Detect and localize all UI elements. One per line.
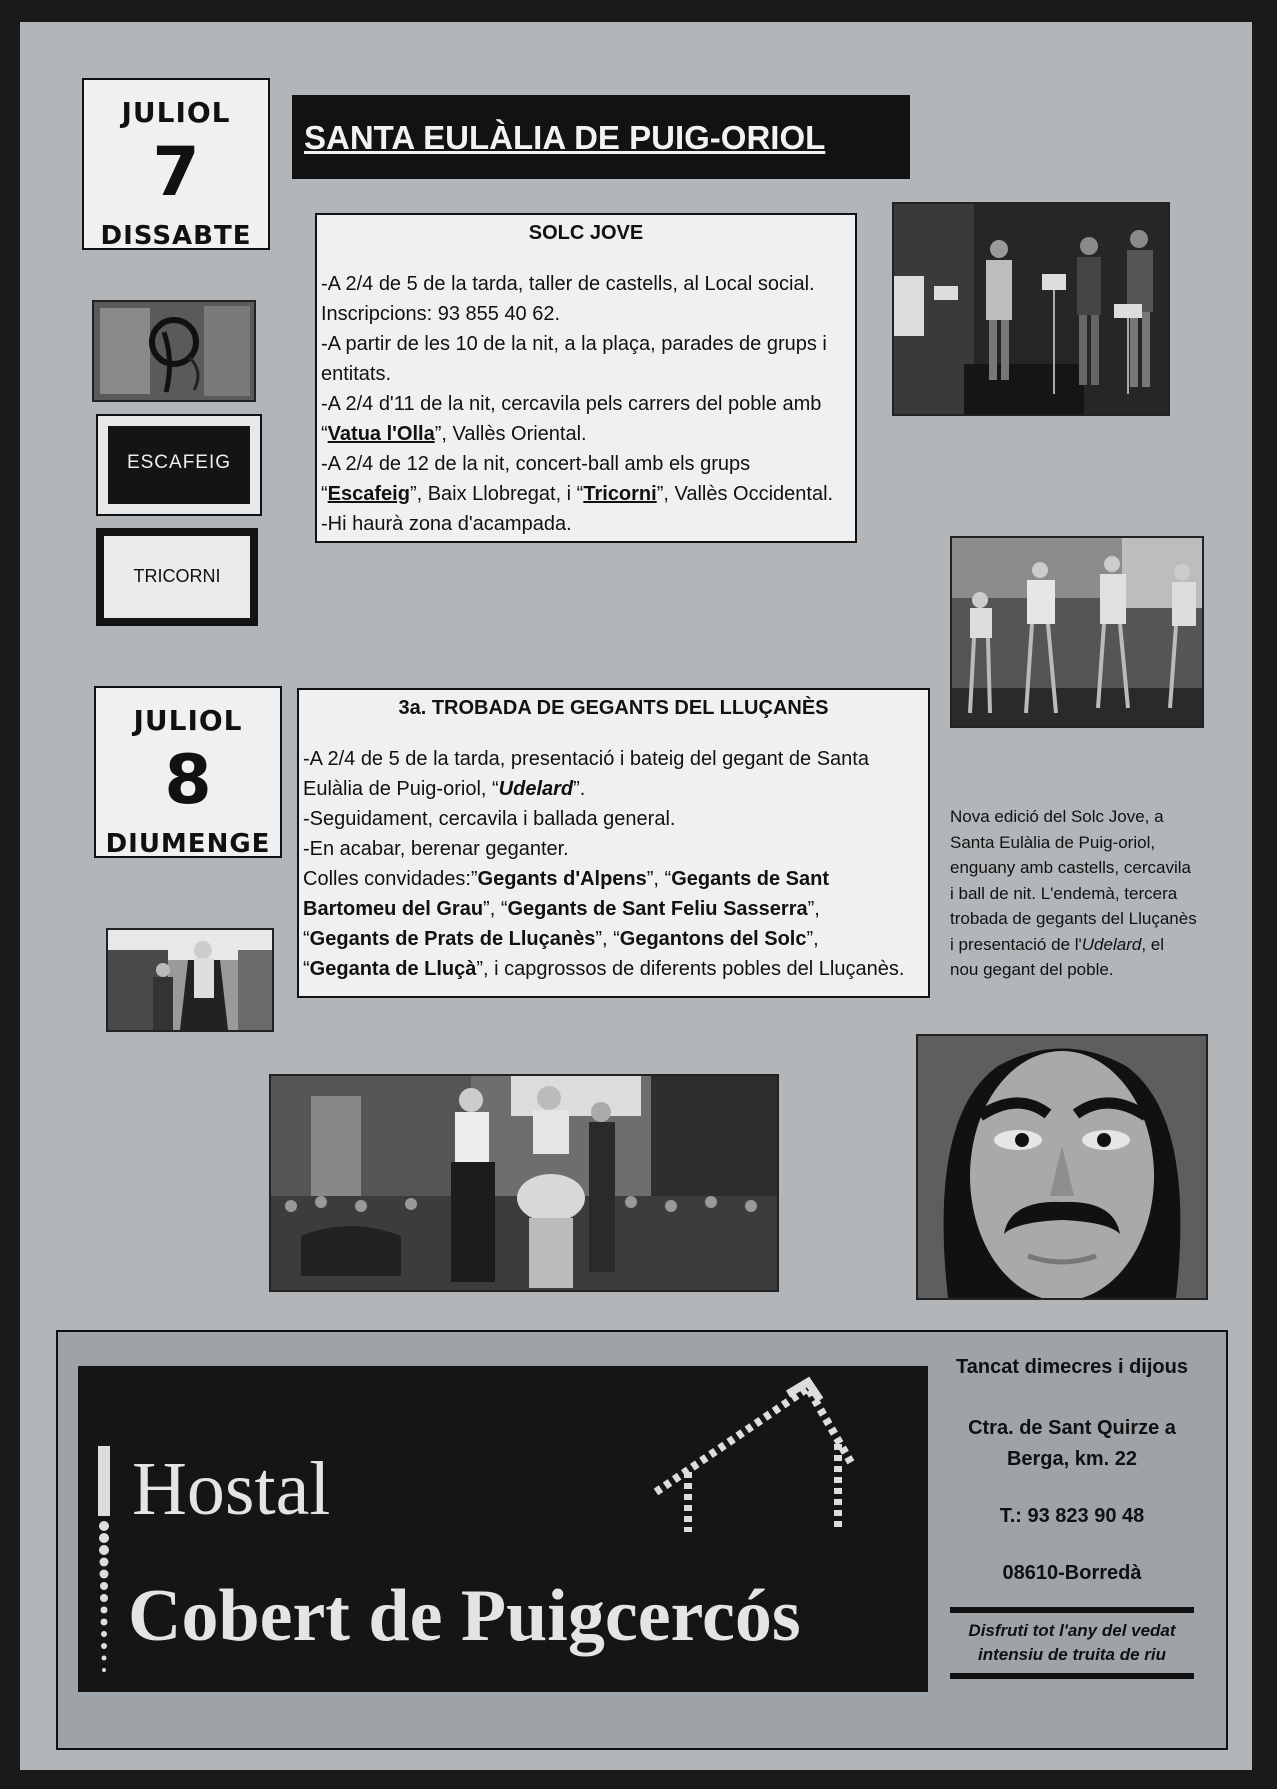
trobada-line xyxy=(303,894,924,924)
trobada-line xyxy=(303,924,924,954)
escafeig-logo xyxy=(96,414,262,516)
house-roof-icon xyxy=(648,1374,858,1534)
giant-name: Udelard xyxy=(498,778,574,800)
divider xyxy=(950,1673,1194,1679)
date-month: JULIOL xyxy=(133,704,243,737)
trobada-line-part: ”, i capgrossos de diferents pobles del Lluçanès. xyxy=(476,958,905,980)
trobada-line-part: Colles convidades:” xyxy=(303,868,478,890)
trobada-line-part: “ xyxy=(303,928,310,950)
hostal-name-line1: Hostal xyxy=(132,1447,331,1531)
solc-line: -A partir de les 10 de la nit, a la plaça, parades de grups i xyxy=(321,333,827,355)
date-month: JULIOL xyxy=(121,96,231,129)
trobada-line: -A 2/4 de 5 de la tarda, presentació i bateig del gegant de Santa xyxy=(303,748,869,770)
address-line1: Ctra. de Sant Quirze a xyxy=(968,1417,1176,1439)
slogan-line1: Disfruti tot l'any del vedat xyxy=(968,1621,1176,1640)
hostal-logo-panel xyxy=(78,1366,928,1692)
caption-line: i ball de nit. L'endemà, tercera xyxy=(950,883,1178,903)
colla-name: Geganta de Lluçà xyxy=(309,958,477,980)
date-weekday: DIUMENGE xyxy=(105,829,271,859)
date-box-saturday xyxy=(82,78,270,250)
giant-face-art xyxy=(918,1036,1206,1298)
solc-line: -A 2/4 de 12 de la nit, concert-ball amb els grups xyxy=(321,453,751,475)
people-photo-art xyxy=(952,538,1202,726)
caption-line: trobada de gegants del Lluçanès xyxy=(950,909,1197,928)
caption-line xyxy=(950,932,1220,958)
postal-code: 08610-Borredà xyxy=(1002,1562,1142,1584)
date-day: 7 xyxy=(152,133,200,212)
dotted-bar-icon xyxy=(96,1446,112,1676)
colla-name: Bartomeu del Grau xyxy=(303,898,484,920)
solc-line: -A 2/4 d'11 de la nit, cercavila pels carrers del poble amb xyxy=(321,393,822,415)
vatua-lolla-logo xyxy=(92,300,256,402)
band-concert-photo xyxy=(892,202,1170,416)
hostal-advertisement xyxy=(56,1330,1228,1750)
tricorni-logo xyxy=(96,528,258,626)
trobada-line xyxy=(303,954,924,984)
solc-line xyxy=(321,419,851,449)
group-name-escafeig: Escafeig xyxy=(327,483,410,505)
date-box-sunday xyxy=(94,686,282,858)
address-line2: Berga, km. 22 xyxy=(1006,1448,1138,1470)
giant-small-photo xyxy=(106,928,274,1032)
solc-line-rest: ”, Vallès Oriental. xyxy=(434,423,587,445)
group-name-vatua: Vatua l'Olla xyxy=(327,423,435,445)
parade-photo-art xyxy=(271,1076,777,1290)
date-day: 8 xyxy=(164,741,212,820)
escafeig-logo-panel xyxy=(108,426,250,504)
caption-giant-name: Udelard xyxy=(1081,934,1142,954)
hostal-name-line2: Cobert de Puigcercós xyxy=(128,1575,801,1657)
solc-line: -A 2/4 de 5 de la tarda, taller de castells, al Local social. xyxy=(321,273,815,295)
trobada-line xyxy=(303,774,924,804)
opening-hours: Tancat dimecres i dijous xyxy=(956,1356,1188,1378)
page-title-text: SANTA EULÀLIA DE PUIG-ORIOL xyxy=(304,119,826,156)
phone-number: T.: 93 823 90 48 xyxy=(999,1505,1145,1527)
trobada-line-part: ”, xyxy=(807,898,820,920)
trobada-line-part: ”, “ xyxy=(646,868,672,890)
trobada-line-part: ”, “ xyxy=(483,898,508,920)
caption-line: enguany amb castells, cercavila xyxy=(950,858,1191,877)
solc-line-rest: ”, Vallès Occidental. xyxy=(656,483,834,505)
caption-part: , el xyxy=(1141,934,1165,954)
date-weekday: DISSABTE xyxy=(100,221,252,251)
colla-name: Gegants de Sant xyxy=(671,868,830,890)
trobada-line-part: ”, xyxy=(806,928,819,950)
colla-name: Gegants d'Alpens xyxy=(477,868,647,890)
solc-line: Inscripcions: 93 855 40 62. xyxy=(321,303,561,325)
trobada-line-part: “ xyxy=(303,958,310,980)
trobada-gegants-box xyxy=(297,688,930,998)
trobada-line-part: Eulàlia de Puig-oriol, “ xyxy=(303,778,499,800)
slogan-line2: intensiu de truita de riu xyxy=(978,1645,1166,1664)
solc-line: -Hi haurà zona d'acampada. xyxy=(321,513,572,535)
trobada-line-part: ”. xyxy=(573,778,586,800)
caption-line: nou gegant del poble. xyxy=(950,960,1114,979)
quote: “ xyxy=(321,423,328,445)
colla-name: Gegantons del Solc xyxy=(619,928,807,950)
trobada-line: -Seguidament, cercavila i ballada general. xyxy=(303,808,676,830)
page xyxy=(20,22,1252,1770)
solc-line-mid: ”, Baix Llobregat, i “ xyxy=(409,483,584,505)
divider xyxy=(950,1607,1194,1613)
colla-name: Gegants de Prats de Lluçanès xyxy=(309,928,596,950)
solc-line xyxy=(321,479,851,509)
trobada-line xyxy=(303,864,924,894)
quote: “ xyxy=(321,483,328,505)
festival-people-photo xyxy=(950,536,1204,728)
caption-line: Santa Eulàlia de Puig-oriol, xyxy=(950,832,1156,852)
trobada-line-part: ”, “ xyxy=(595,928,620,950)
band-photo-art xyxy=(894,204,1168,414)
giant-small-photo-art xyxy=(108,930,272,1030)
photo-caption xyxy=(950,804,1220,983)
tricorni-logo-panel xyxy=(104,536,250,618)
solc-jove-title: SOLC JOVE xyxy=(528,222,644,244)
group-name-tricorni: Tricorni xyxy=(583,483,657,505)
solc-jove-box xyxy=(315,213,857,543)
udelard-giant-face-photo xyxy=(916,1034,1208,1300)
parade-street-photo xyxy=(269,1074,779,1292)
page-title xyxy=(292,95,910,179)
colla-name: Gegants de Sant Feliu Sasserra xyxy=(507,898,808,920)
hostal-info xyxy=(938,1356,1206,1679)
escafeig-logo-text: ESCAFEIG xyxy=(126,452,232,473)
vatua-logo-art xyxy=(94,302,254,400)
caption-part: i presentació de l' xyxy=(950,934,1082,954)
caption-line: Nova edició del Solc Jove, a xyxy=(950,807,1164,826)
solc-line: entitats. xyxy=(321,363,392,385)
tricorni-logo-text: TRICORNI xyxy=(133,566,221,586)
trobada-line: -En acabar, berenar geganter. xyxy=(303,838,569,860)
trobada-title: 3a. TROBADA DE GEGANTS DEL LLUÇANÈS xyxy=(398,697,829,719)
